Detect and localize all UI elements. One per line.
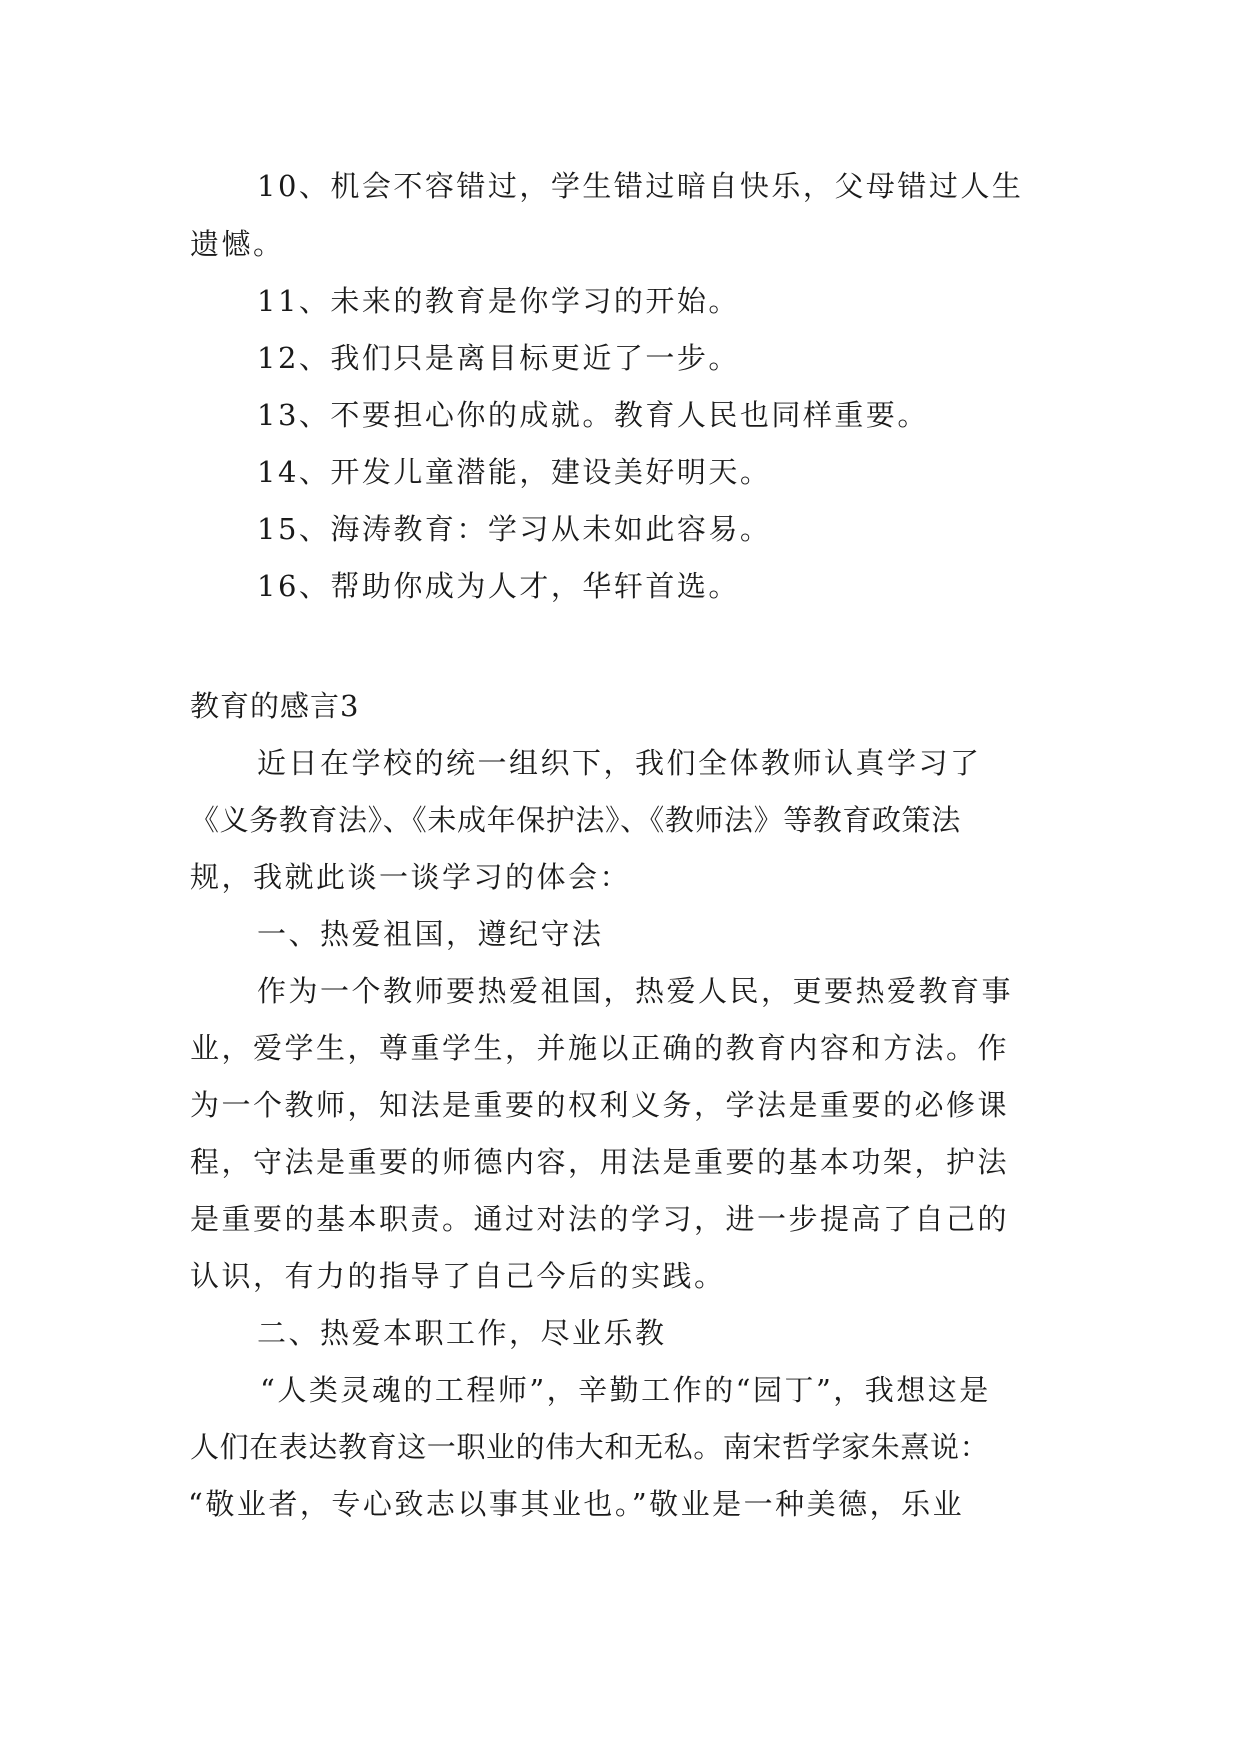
list-item: 16、帮助你成为人才，华轩首选。 [257, 569, 740, 603]
paragraph-line: 人们在表达教育这一职业的伟大和无私。南宋哲学家朱熹说： [190, 1430, 990, 1464]
subheading: 一、热爱祖国，遵纪守法 [257, 917, 604, 951]
paragraph-line: 遗憾。 [190, 227, 285, 261]
paragraph-line: 10、机会不容错过，学生错过暗自快乐，父母错过人生 [257, 169, 1024, 203]
paragraph-line: 近日在学校的统一组织下，我们全体教师认真学习了 [257, 746, 982, 780]
paragraph-line: 《义务教育法》、《未成年保护法》、《教师法》等教育政策法 [190, 803, 961, 837]
section-heading: 教育的感言3 [190, 689, 360, 723]
list-item: 15、海涛教育：学习从未如此容易。 [257, 512, 772, 546]
paragraph-line: 规，我就此谈一谈学习的体会： [190, 860, 632, 894]
subheading: 二、热爱本职工作，尽业乐教 [257, 1316, 667, 1350]
paragraph-line: 为一个教师，知法是重要的权利义务，学法是重要的必修课 [190, 1088, 1010, 1122]
list-item: 12、我们只是离目标更近了一步。 [257, 341, 740, 375]
paragraph-line: 作为一个教师要热爱祖国，热爱人民，更要热爱教育事 [257, 974, 1014, 1008]
list-item: 11、未来的教育是你学习的开始。 [257, 284, 740, 318]
paragraph-line: “人类灵魂的工程师”，辛勤工作的“园丁”，我想这是 [260, 1373, 991, 1407]
list-item: 13、不要担心你的成就。教育人民也同样重要。 [257, 398, 929, 432]
paragraph-line: 是重要的基本职责。通过对法的学习，进一步提高了自己的 [190, 1202, 1010, 1236]
paragraph-line: 程，守法是重要的师德内容，用法是重要的基本功架，护法 [190, 1145, 1010, 1179]
paragraph-line: 业，爱学生，尊重学生，并施以正确的教育内容和方法。作 [190, 1031, 1010, 1065]
paragraph-line: “敬业者，专心致志以事其业也。”敬业是一种美德，乐业 [188, 1487, 965, 1521]
list-item: 14、开发儿童潜能，建设美好明天。 [257, 455, 772, 489]
paragraph-line: 认识，有力的指导了自己今后的实践。 [190, 1259, 726, 1293]
